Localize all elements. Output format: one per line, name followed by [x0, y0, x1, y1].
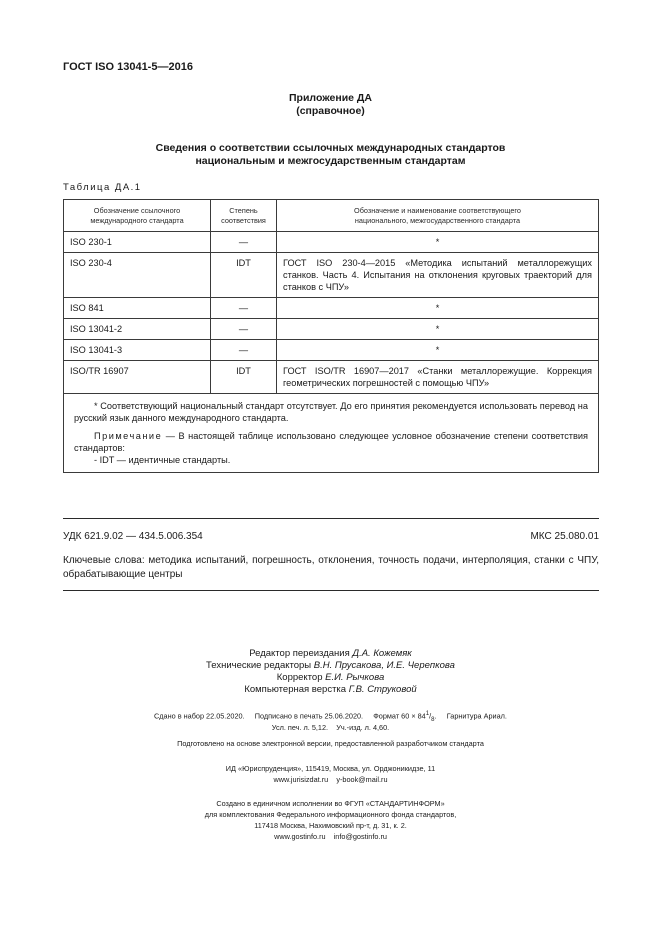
- table-row: [64, 319, 599, 340]
- credit-corrector: Корректор Е.И. Рычкова: [276, 672, 385, 683]
- imprint-prepared: Подготовлено на основе электронной версии, предоставленной разработчиком стандарта: [177, 739, 484, 748]
- divider-top: [63, 518, 599, 519]
- header-national-standard: Обозначение и наименование соответствующего национального, межгосударственного стандарта: [277, 200, 599, 232]
- publisher-contacts: [0, 775, 661, 784]
- keywords: Ключевые слова: методика испытаний, погрешность, отклонения, точность подачи, интерполяция, станки с ЧПУ, обрабатывающие центры: [63, 555, 599, 580]
- cell-degree: IDT: [211, 361, 277, 394]
- cell-national: *: [277, 232, 599, 253]
- table-row: [64, 340, 599, 361]
- producer-line3: 117418 Москва, Нахимовский пр-т, д. 31, к. 2.: [254, 821, 407, 830]
- cell-national: *: [277, 340, 599, 361]
- note-item: - IDT — идентичные стандарты.: [94, 455, 231, 465]
- publisher-email[interactable]: y-book@mail.ru: [336, 775, 388, 784]
- mks-code: МКС 25.080.01: [530, 531, 599, 542]
- producer-line1: Создано в единичном исполнении во ФГУП «СТАНДАРТИНФОРМ»: [216, 799, 445, 808]
- credit-tech-editors: Технические редакторы В.Н. Прусакова, И.Е. Черепкова: [206, 660, 455, 671]
- producer-contacts: [0, 832, 661, 841]
- cell-ref: ISO 841: [64, 298, 211, 319]
- imprint-line1: Сдано в набор 22.05.2020. Подписано в печать 25.06.2020. Формат $60 \times 84^1/_8$. Гарнитура Ариал.: [154, 710, 507, 723]
- table-header-row: [64, 200, 599, 232]
- note-label: Примечание: [94, 431, 163, 441]
- table-notes: [64, 394, 599, 473]
- table-row: [64, 361, 599, 394]
- producer-line2: для комплектования Федерального информационного фонда стандартов,: [204, 810, 457, 819]
- table-note: [74, 430, 588, 454]
- appendix-subtitle: (справочное): [296, 105, 365, 117]
- cell-degree: —: [211, 319, 277, 340]
- cell-degree: IDT: [211, 253, 277, 298]
- cell-ref: ISO 230-4: [64, 253, 211, 298]
- document-id: ГОСТ ISO 13041-5—2016: [63, 61, 193, 73]
- header-ref-standard: Обозначение ссылочного международного стандарта: [64, 200, 211, 232]
- credit-layout: Компьютерная верстка Г.В. Струковой: [244, 684, 417, 695]
- udk-code: УДК 621.9.02 — 434.5.006.354: [63, 531, 203, 542]
- section-title-line1: Сведения о соответствии ссылочных международных стандартов: [155, 142, 506, 154]
- cell-ref: ISO 230-1: [64, 232, 211, 253]
- cell-ref: ISO 13041-2: [64, 319, 211, 340]
- table-footnote: * Соответствующий национальный стандарт отсутствует. До его принятия рекомендуется использовать перевод на русский язык данного международного стандарта.: [74, 401, 588, 423]
- cell-national: *: [277, 319, 599, 340]
- cell-ref: ISO 13041-3: [64, 340, 211, 361]
- section-title-line2: национальным и межгосударственным стандартам: [195, 155, 466, 167]
- table-notes-row: [64, 394, 599, 473]
- cell-national: *: [277, 298, 599, 319]
- table-row: [64, 253, 599, 298]
- table-row: [64, 232, 599, 253]
- producer-email[interactable]: info@gostinfo.ru: [333, 832, 387, 841]
- credit-editor: Редактор переиздания Д.А. Кожемяк: [249, 648, 412, 659]
- producer-site[interactable]: www.gostinfo.ru: [274, 832, 326, 841]
- table-label: Таблица ДА.1: [63, 182, 142, 193]
- publisher-site[interactable]: www.jurisizdat.ru: [273, 775, 329, 784]
- table-row: [64, 298, 599, 319]
- cell-degree: —: [211, 298, 277, 319]
- cell-national: ГОСТ ISO 230-4—2015 «Методика испытаний металлорежущих станков. Часть 4. Испытания на отклонения круговых траекторий для станков с ЧПУ»: [277, 253, 599, 298]
- publisher-address: ИД «Юриспруденция», 115419, Москва, ул. Орджоникидзе, 11: [225, 764, 436, 773]
- correspondence-table: [63, 199, 599, 473]
- note-text: — В настоящей таблице использовано следующее условное обозначение степени соответствия стандартов:: [74, 431, 588, 453]
- divider-bottom: [63, 590, 599, 591]
- cell-ref: ISO/TR 16907: [64, 361, 211, 394]
- appendix-title: Приложение ДА: [289, 92, 372, 104]
- header-degree: Степень соответствия: [211, 200, 277, 232]
- imprint-line2: Усл. печ. л. 5,12. Уч.-изд. л. 4,60.: [271, 723, 390, 732]
- cell-national: ГОСТ ISO/TR 16907—2017 «Станки металлорежущие. Коррекция геометрических погрешностей с помощью ЧПУ»: [277, 361, 599, 394]
- cell-degree: —: [211, 340, 277, 361]
- cell-degree: —: [211, 232, 277, 253]
